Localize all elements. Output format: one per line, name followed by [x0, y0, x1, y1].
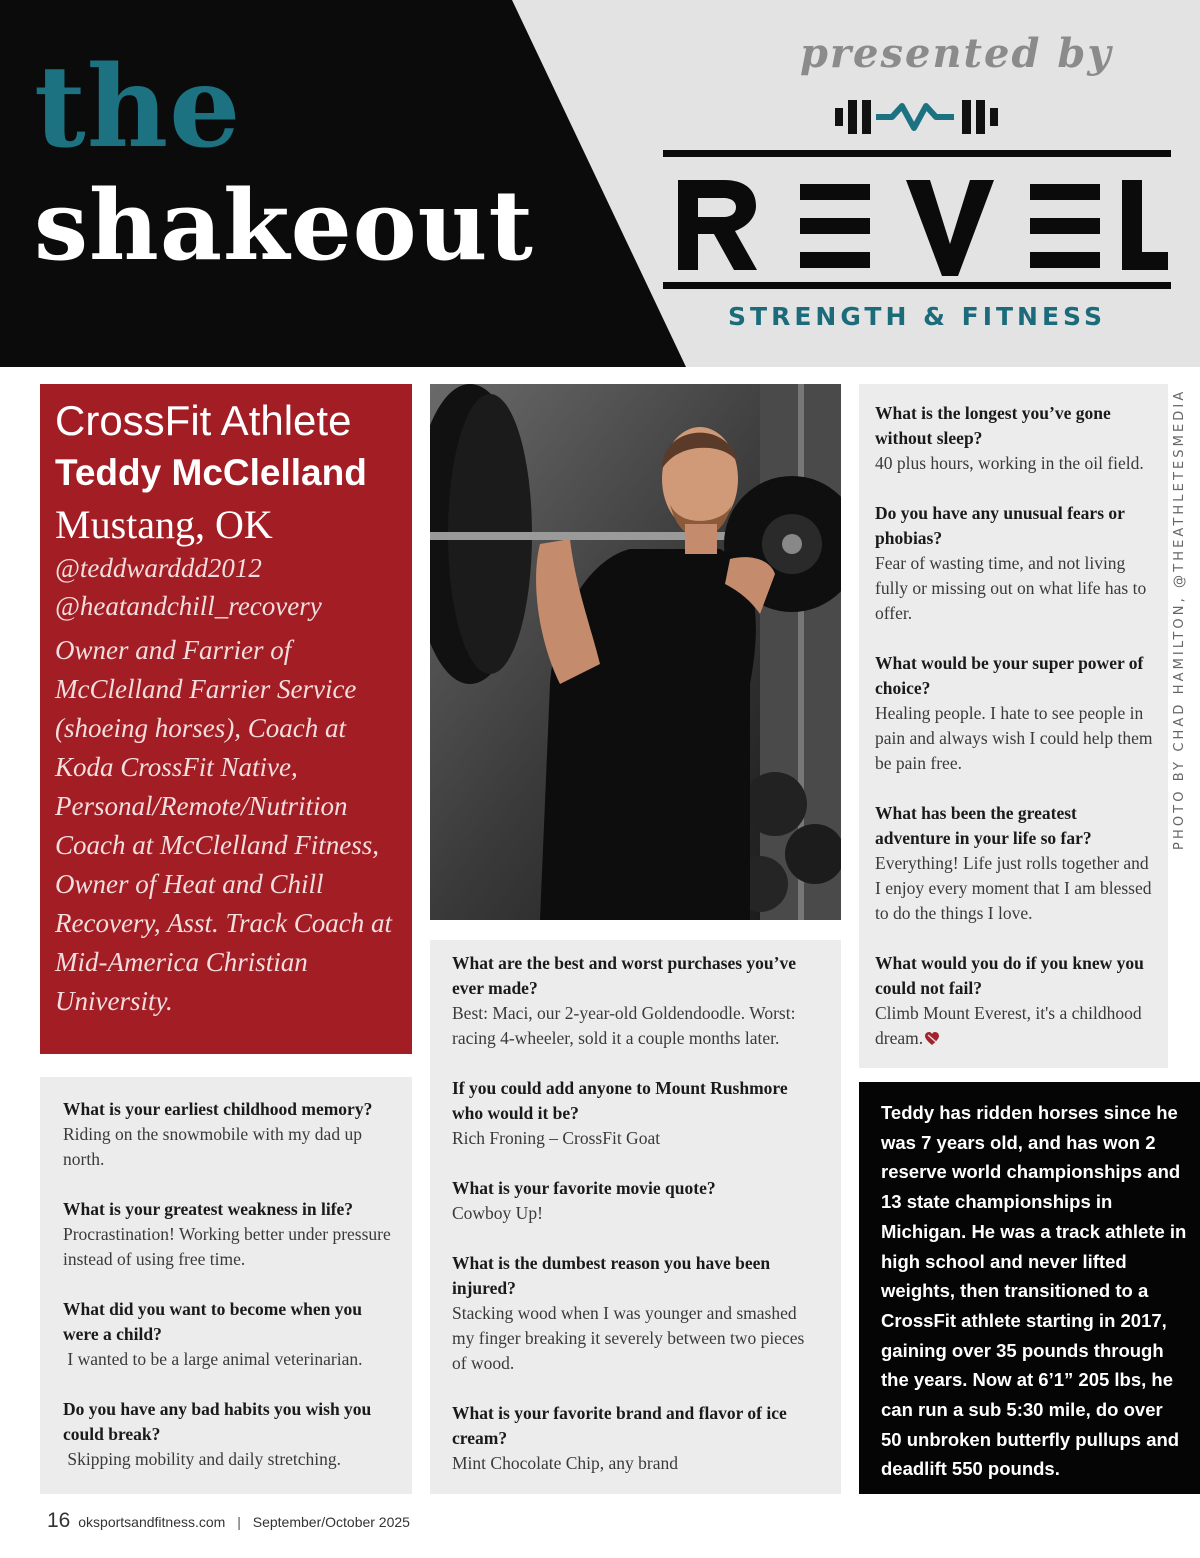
qa-item: [452, 1401, 821, 1476]
answer: Healing people. I hate to see people in pain and always wish I could help them be pain free.: [875, 703, 1153, 773]
sponsor-tagline: STRENGTH & FITNESS: [728, 302, 1106, 331]
qa-item: [63, 1097, 392, 1172]
qa-box-right: [859, 384, 1168, 1068]
answer: Skipping mobility and daily stretching.: [63, 1449, 342, 1469]
section-title-shakeout: shakeout: [34, 169, 534, 282]
qa-item: [63, 1197, 392, 1272]
photo-credit: PHOTO BY CHAD HAMILTON, @THEATHLETESMEDIA: [1172, 388, 1187, 850]
social-handle: @heatandchill_recovery: [55, 590, 322, 621]
qa-item: [875, 801, 1156, 926]
answer: Stacking wood when I was younger and smashed my finger breaking it severely between two pieces of wood.: [452, 1303, 805, 1373]
athlete-bio: Owner and Farrier of McClelland Farrier Service (shoeing horses), Coach at Koda CrossFit Native, Personal/Remote/Nutrition Coach at McClelland Fitness, Owner of Heat and Chill Recovery, Asst. Track Coach at Mid-America Christian University.: [55, 634, 392, 1016]
qa-item: [452, 1076, 821, 1151]
qa-item: [452, 1251, 821, 1376]
qa-item: [452, 951, 821, 1051]
question: What is your favorite brand and flavor of ice cream?: [452, 1403, 787, 1448]
answer: Rich Froning – CrossFit Goat: [452, 1128, 661, 1148]
qa-item: [63, 1297, 392, 1372]
qa-item: [63, 1397, 392, 1472]
answer: Procrastination! Working better under pressure instead of using free time.: [63, 1224, 391, 1269]
question: Do you have any bad habits you wish you could break?: [63, 1399, 372, 1444]
question: What has been the greatest adventure in your life so far?: [875, 803, 1092, 848]
question: What are the best and worst purchases you’ve ever made?: [452, 953, 797, 998]
qa-item: [875, 651, 1156, 776]
qa-item: [875, 401, 1156, 476]
heart-icon: [925, 1032, 939, 1046]
question: What would be your super power of choice?: [875, 653, 1144, 698]
answer: Fear of wasting time, and not living fully or missing out on what life has to offer.: [875, 553, 1147, 623]
presented-by-label: presented by: [800, 30, 1113, 77]
answer: Everything! Life just rolls together and I enjoy every moment that I am blessed to do the things I love.: [875, 853, 1152, 923]
answer: 40 plus hours, working in the oil field.: [875, 453, 1144, 473]
sponsor-rule-bottom: [663, 282, 1171, 289]
question: What is your greatest weakness in life?: [63, 1199, 354, 1219]
question: What would you do if you knew you could not fail?: [875, 953, 1144, 998]
answer: Cowboy Up!: [452, 1203, 543, 1223]
page-number: 16: [47, 1509, 71, 1532]
header-banner: [0, 0, 1200, 367]
athlete-hometown: Mustang, OK: [55, 501, 273, 547]
question: What is your favorite movie quote?: [452, 1178, 716, 1198]
footer-website: oksportsandfitness.com: [78, 1514, 226, 1530]
athlete-category: CrossFit Athlete: [55, 397, 352, 444]
question: What is the longest you’ve gone without sleep?: [875, 403, 1111, 448]
question: Do you have any unusual fears or phobias?: [875, 503, 1125, 548]
athlete-facts-box: Teddy has ridden horses since he was 7 years old, and has won 2 reserve world championships and 13 state championships in Michigan. He was a track athlete in high school and never lifted weights, then transitioned to a CrossFit athlete starting in 2017, gaining over 35 pounds through the years. Now at 6’1” 205 lbs, he can run a sub 5:30 mile, do over 50 unbroken butterfly pullups and deadlift 550 pounds.: [859, 1082, 1200, 1494]
athlete-name: Teddy McClelland: [55, 452, 367, 494]
answer: I wanted to be a large animal veterinarian.: [63, 1349, 363, 1369]
answer: Mint Chocolate Chip, any brand: [452, 1453, 679, 1473]
question: If you could add anyone to Mount Rushmore who would it be?: [452, 1078, 788, 1123]
qa-item: [452, 1176, 821, 1226]
question: What did you want to become when you were a child?: [63, 1299, 362, 1344]
qa-box-middle: [430, 940, 841, 1494]
question: What is the dumbest reason you have been injured?: [452, 1253, 771, 1298]
athlete-photo: [430, 384, 841, 920]
answer: Riding on the snowmobile with my dad up north.: [63, 1124, 362, 1169]
social-handle: @teddwarddd2012: [55, 552, 262, 583]
qa-item: [875, 951, 1156, 1051]
footer-issue: September/October 2025: [252, 1514, 410, 1530]
athlete-profile-box: [40, 384, 412, 1054]
sponsor-logo: [668, 176, 1168, 276]
qa-box-left: [40, 1077, 412, 1494]
answer: Climb Mount Everest, it's a childhood dream.: [875, 1003, 1142, 1048]
qa-item: [875, 501, 1156, 626]
question: What is your earliest childhood memory?: [63, 1099, 373, 1119]
section-title-the: the: [34, 42, 242, 173]
page-footer: [47, 1509, 410, 1533]
sponsor-rule-top: [663, 150, 1171, 157]
footer-separator: |: [237, 1514, 241, 1530]
barbell-pulse-icon: [832, 96, 1002, 136]
answer: Best: Maci, our 2-year-old Goldendoodle. Worst: racing 4-wheeler, sold it a couple months later.: [452, 1003, 796, 1048]
answer-with-emoji: [875, 1001, 1156, 1051]
